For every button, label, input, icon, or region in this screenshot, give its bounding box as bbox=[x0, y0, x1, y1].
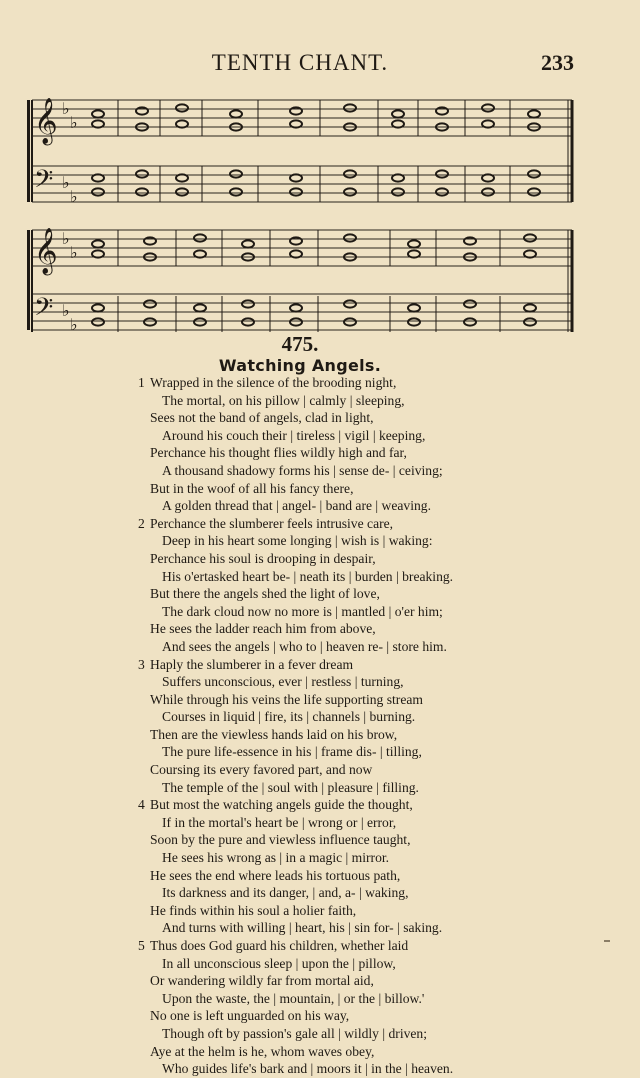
verse-text: If in the mortal's heart be | wrong or | error, bbox=[162, 814, 397, 830]
whole-note-icon bbox=[344, 188, 356, 195]
whole-note-icon bbox=[392, 110, 404, 117]
verse-text: Courses in liquid | fire, its | channels | burning. bbox=[162, 709, 416, 725]
verse-text: But in the woof of all his fancy there, bbox=[150, 480, 354, 496]
whole-note-icon bbox=[242, 300, 254, 307]
verse-text: While through his veins the life supporting stream bbox=[150, 691, 423, 707]
verse-line bbox=[138, 480, 548, 498]
verse-line bbox=[138, 779, 548, 797]
whole-note-icon bbox=[194, 304, 206, 311]
verse-text: In all unconscious sleep | upon the | pillow, bbox=[162, 955, 396, 971]
stanza-number: 1 bbox=[138, 375, 145, 390]
verse-line bbox=[138, 814, 548, 832]
stanza-2 bbox=[138, 515, 548, 656]
whole-note-icon bbox=[392, 188, 404, 195]
whole-note-icon bbox=[344, 170, 356, 177]
stanza-number: 2 bbox=[138, 515, 145, 531]
verse-text: And sees the angels | who to | heaven re- | store him. bbox=[162, 638, 447, 654]
verse-line bbox=[138, 972, 548, 990]
verse-text: Deep in his heart some longing | wish is | waking: bbox=[162, 533, 433, 549]
verse-line bbox=[138, 884, 548, 902]
verse-line bbox=[138, 1043, 548, 1061]
whole-note-icon bbox=[92, 240, 104, 247]
verse-text: He sees the ladder reach him from above, bbox=[150, 621, 376, 637]
whole-note-icon bbox=[136, 170, 148, 177]
whole-note-icon bbox=[344, 234, 356, 241]
whole-note-icon bbox=[528, 188, 540, 195]
verse-text: He sees his wrong as | in a magic | mirror. bbox=[162, 850, 390, 866]
verse-line bbox=[138, 462, 548, 480]
system-brace bbox=[27, 230, 30, 330]
page-number: 233 bbox=[541, 50, 574, 75]
verse-text: But there the angels shed the light of love, bbox=[150, 586, 380, 602]
whole-note-icon bbox=[524, 304, 536, 311]
whole-note-icon bbox=[194, 318, 206, 325]
verse-text: Haply the slumberer in a fever dream bbox=[150, 656, 354, 672]
verse-line bbox=[138, 656, 548, 674]
verse-text: The dark cloud now no more is | mantled | o'er him; bbox=[162, 603, 443, 619]
verse-text: Thus does God guard his children, whether laid bbox=[150, 938, 409, 953]
verse-text: Perchance the slumberer feels intrusive care, bbox=[150, 515, 394, 531]
whole-note-icon bbox=[528, 170, 540, 177]
hymn-number: 475. bbox=[281, 332, 319, 356]
bass-clef-icon: 𝄢 bbox=[34, 165, 54, 200]
hymn-text bbox=[138, 374, 548, 1078]
whole-note-icon bbox=[344, 104, 356, 111]
verse-text: Then are the viewless hands laid on his brow, bbox=[150, 726, 398, 742]
flat-icon: ♭ bbox=[70, 243, 78, 262]
verse-line bbox=[138, 568, 548, 586]
verse-line bbox=[138, 392, 548, 410]
staff-systems bbox=[27, 98, 572, 334]
stanza-3 bbox=[138, 656, 548, 797]
hymn-title: Watching Angels. bbox=[218, 356, 382, 375]
verse-line bbox=[138, 902, 548, 920]
whole-note-icon bbox=[290, 318, 302, 325]
page-speck bbox=[604, 940, 610, 942]
verse-line bbox=[138, 743, 548, 761]
whole-note-icon bbox=[482, 188, 494, 195]
verse-text: Or wandering wildly far from mortal aid, bbox=[150, 973, 374, 989]
whole-note-icon bbox=[408, 240, 420, 247]
verse-line bbox=[138, 620, 548, 638]
whole-note-icon bbox=[290, 237, 302, 244]
verse-text: Wrapped in the silence of the brooding night, bbox=[150, 375, 397, 390]
verse-text: Perchance his thought flies wildly high and far, bbox=[150, 445, 407, 461]
verse-text: He finds within his soul a holier faith, bbox=[150, 902, 357, 918]
verse-text: Soon by the pure and viewless influence taught, bbox=[150, 832, 411, 848]
stanza-1 bbox=[138, 374, 548, 515]
stanza-number: 3 bbox=[138, 656, 145, 672]
chant-title: TENTH CHANT. bbox=[211, 50, 389, 75]
verse-line bbox=[138, 691, 548, 709]
whole-note-icon bbox=[144, 300, 156, 307]
whole-note-icon bbox=[524, 318, 536, 325]
treble-clef-icon: 𝄞 bbox=[34, 98, 58, 144]
verse-text: Suffers unconscious, ever | restless | turning, bbox=[162, 674, 404, 690]
verse-line bbox=[138, 867, 548, 885]
whole-note-icon bbox=[464, 318, 476, 325]
whole-note-icon bbox=[144, 237, 156, 244]
verse-line bbox=[138, 444, 548, 462]
verse-text: Aye at the helm is he, whom waves obey, bbox=[150, 1043, 375, 1059]
verse-text: His o'ertasked heart be- | neath its | burden | breaking. bbox=[162, 568, 454, 584]
whole-note-icon bbox=[524, 234, 536, 241]
whole-note-icon bbox=[528, 110, 540, 117]
whole-note-icon bbox=[344, 300, 356, 307]
stanza-5 bbox=[138, 937, 548, 1078]
whole-note-icon bbox=[290, 107, 302, 114]
flat-icon: ♭ bbox=[62, 99, 70, 118]
verse-line bbox=[138, 955, 548, 973]
verse-text: A thousand shadowy forms his | sense de- | ceiving; bbox=[162, 462, 443, 478]
whole-note-icon bbox=[92, 110, 104, 117]
system-brace bbox=[27, 100, 30, 202]
flat-icon: ♭ bbox=[70, 315, 78, 334]
stanza-4 bbox=[138, 796, 548, 937]
verse-text: Its darkness and its danger, | and, a- | waking, bbox=[162, 885, 409, 901]
verse-text: Upon the waste, the | mountain, | or the | billow.' bbox=[162, 990, 425, 1006]
flat-icon: ♭ bbox=[70, 113, 78, 132]
whole-note-icon bbox=[176, 188, 188, 195]
whole-note-icon bbox=[436, 107, 448, 114]
whole-note-icon bbox=[290, 188, 302, 195]
whole-note-icon bbox=[230, 110, 242, 117]
verse-text: No one is left unguarded on his way, bbox=[150, 1008, 350, 1024]
verse-line bbox=[138, 550, 548, 568]
verse-line bbox=[138, 374, 548, 392]
verse-line bbox=[138, 708, 548, 726]
whole-note-icon bbox=[290, 304, 302, 311]
verse-line bbox=[138, 673, 548, 691]
verse-line bbox=[138, 603, 548, 621]
whole-note-icon bbox=[176, 104, 188, 111]
verse-text: But most the watching angels guide the thought, bbox=[150, 797, 413, 813]
whole-note-icon bbox=[242, 318, 254, 325]
whole-note-icon bbox=[408, 318, 420, 325]
verse-line bbox=[138, 796, 548, 814]
verse-line bbox=[138, 427, 548, 445]
verse-line bbox=[138, 585, 548, 603]
verse-text: Who guides life's bark and | moors it | in the | heaven. bbox=[162, 1061, 454, 1077]
treble-clef-icon: 𝄞 bbox=[34, 228, 58, 274]
verse-text: The pure life-essence in his | frame dis- | tilling, bbox=[162, 744, 422, 760]
verse-line bbox=[138, 831, 548, 849]
verse-line bbox=[138, 497, 548, 515]
verse-text: Perchance his soul is drooping in despair, bbox=[150, 550, 376, 566]
verse-text: Coursing its every favored part, and now bbox=[150, 762, 373, 778]
verse-line bbox=[138, 919, 548, 937]
whole-note-icon bbox=[344, 318, 356, 325]
whole-note-icon bbox=[242, 240, 254, 247]
verse-line bbox=[138, 990, 548, 1008]
verse-text: Sees not the band of angels, clad in light, bbox=[150, 410, 374, 426]
whole-note-icon bbox=[436, 170, 448, 177]
verse-text: The temple of the | soul with | pleasure | filling. bbox=[162, 779, 419, 795]
whole-note-icon bbox=[194, 234, 206, 241]
verse-line bbox=[138, 726, 548, 744]
verse-line bbox=[138, 1060, 548, 1078]
stanza-number: 4 bbox=[138, 797, 145, 813]
whole-note-icon bbox=[92, 304, 104, 311]
verse-text: And turns with willing | heart, his | sin for- | saking. bbox=[162, 920, 443, 936]
whole-note-icon bbox=[230, 170, 242, 177]
whole-note-icon bbox=[464, 237, 476, 244]
whole-note-icon bbox=[136, 107, 148, 114]
whole-note-icon bbox=[144, 318, 156, 325]
verse-text: The mortal, on his pillow | calmly | sleeping, bbox=[162, 392, 405, 408]
whole-note-icon bbox=[436, 188, 448, 195]
whole-note-icon bbox=[482, 104, 494, 111]
verse-line bbox=[138, 532, 548, 550]
verse-line bbox=[138, 409, 548, 427]
verse-line bbox=[138, 638, 548, 656]
verse-line bbox=[138, 1025, 548, 1043]
whole-note-icon bbox=[408, 304, 420, 311]
whole-note-icon bbox=[92, 318, 104, 325]
bass-clef-icon: 𝄢 bbox=[34, 293, 54, 328]
verse-text: Around his couch their | tireless | vigil | keeping, bbox=[162, 427, 426, 443]
flat-icon: ♭ bbox=[62, 301, 70, 320]
stanza-number: 5 bbox=[138, 938, 145, 953]
flat-icon: ♭ bbox=[62, 173, 70, 192]
flat-icon: ♭ bbox=[70, 187, 78, 206]
verse-line bbox=[138, 1007, 548, 1025]
flat-icon: ♭ bbox=[62, 229, 70, 248]
verse-text: He sees the end where leads his tortuous path, bbox=[150, 867, 401, 883]
whole-note-icon bbox=[136, 188, 148, 195]
verse-text: A golden thread that | angel- | band are | weaving. bbox=[162, 498, 431, 514]
whole-note-icon bbox=[230, 188, 242, 195]
music-score bbox=[0, 0, 640, 340]
verse-line bbox=[138, 849, 548, 867]
verse-line bbox=[138, 515, 548, 533]
verse-line bbox=[138, 937, 548, 955]
verse-line bbox=[138, 761, 548, 779]
whole-note-icon bbox=[464, 300, 476, 307]
verse-text: Though oft by passion's gale all | wildly | driven; bbox=[162, 1025, 428, 1041]
whole-note-icon bbox=[92, 188, 104, 195]
